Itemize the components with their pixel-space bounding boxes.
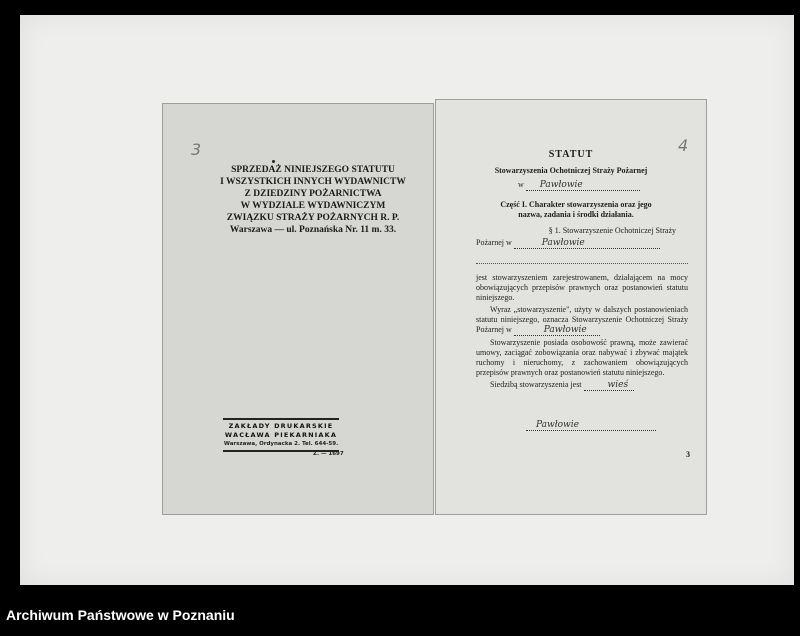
- part-heading-line: nazwa, zadania i środki działania.: [518, 210, 634, 219]
- place-line: [518, 180, 668, 191]
- paragraph-b-text: Wyraz „stowarzyszenie", użyty w dalszych postanowieniach statutu niniejszego, oznacza Stowarzyszenie Ochotniczej Straży Pożarnej w: [476, 305, 688, 334]
- sale-line: Z DZIEDZINY POŻARNICTWA: [244, 189, 382, 199]
- printer-name-line: WACŁAWA PIEKARNIAKA: [224, 431, 338, 439]
- w-label: w: [518, 180, 524, 189]
- printer-name-line: ZAKŁADY DRUKARSKIE: [228, 422, 334, 430]
- sale-line: ZWIĄZKU STRAŻY POŻARNYCH R. P.: [226, 213, 400, 223]
- right-page: [435, 99, 707, 515]
- part-heading: [466, 200, 686, 220]
- print-code: Z. — 1697: [313, 451, 344, 457]
- paragraph-d-text: Siedzibą stowarzyszenia jest: [490, 380, 582, 389]
- paragraph-a: jest stowarzyszeniem zarejestrowanem, działającem na mocy obowiązujących przepisów prawnych oraz postanowień statutu niniejszego.: [476, 273, 688, 302]
- paragraph-b: [476, 305, 688, 336]
- statute-body: [476, 273, 688, 393]
- blank-line: [476, 263, 688, 264]
- sale-line: I WSZYSTKICH INNYCH WYDAWNICTW: [220, 177, 406, 187]
- handwritten-place: Pawłowie: [526, 420, 656, 431]
- page-number: 3: [686, 450, 690, 459]
- statute-title: STATUT: [548, 149, 594, 160]
- seat-place-line: [526, 420, 656, 431]
- statute-subtitle: Stowarzyszenia Ochotniczej Straży Pożarnej: [494, 166, 648, 175]
- scanned-sheet: [20, 15, 794, 585]
- handwritten-wies: wieś: [584, 380, 634, 391]
- handwritten-place: Pawłowie: [514, 325, 600, 336]
- paragraph-1-line2: [476, 238, 686, 249]
- paragraph-d: [476, 380, 688, 391]
- paragraph-c: Stowarzyszenie posiada osobowość prawną, może zawierać umowy, zaciągać zobowiązania oraz nabywać i zbywać majątek ruchomy i nieruchomy, z zachowaniem obowiązujących przepisów prawnych oraz postanowień statutu niniejszego.: [476, 338, 688, 377]
- handwritten-place: Pawłowie: [526, 180, 640, 191]
- sale-line: SPRZEDAŻ NINIEJSZEGO STATUTU: [231, 165, 395, 175]
- part-heading-line: Część I. Charakter stowarzyszenia oraz jego: [500, 200, 652, 209]
- archive-caption: Archiwum Państwowe w Poznaniu: [6, 607, 235, 623]
- sale-line: W WYDZIALE WYDAWNICZYM: [240, 201, 386, 211]
- left-page: [162, 103, 434, 515]
- paragraph-1-start: § 1. Stowarzyszenie Ochotniczej Straży: [548, 226, 676, 235]
- pencil-page-number: 4: [678, 136, 689, 155]
- pencil-page-number: 3: [191, 140, 202, 159]
- paragraph-1-label: Pożarnej w: [476, 238, 512, 247]
- handwritten-place: Pawłowie: [514, 238, 660, 249]
- sale-line: Warszawa — ul. Poznańska Nr. 11 m. 33.: [229, 225, 397, 235]
- sale-notice: [203, 164, 423, 236]
- printer-address: Warszawa, Ordynacka 2. Tel. 644-59.: [223, 441, 339, 447]
- dot-mark: [272, 160, 275, 163]
- printer-imprint: [223, 418, 339, 452]
